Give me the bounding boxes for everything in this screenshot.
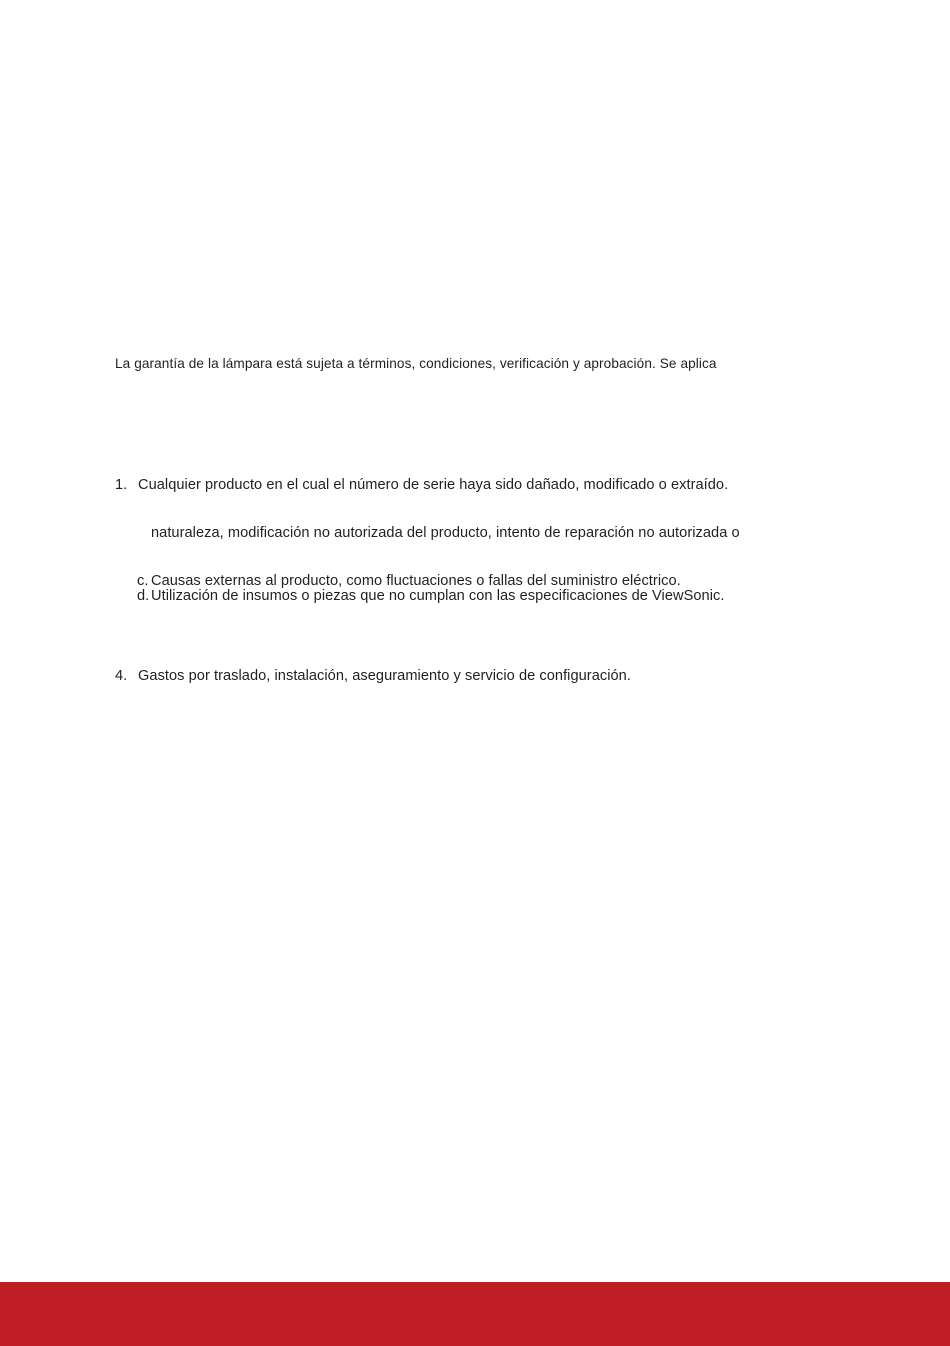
list-marker: 4. bbox=[115, 668, 128, 684]
list-item-text: Gastos por traslado, instalación, aseguramiento y servicio de configuración. bbox=[138, 668, 631, 684]
exclusion-item-1 bbox=[115, 477, 728, 493]
exclusion-item-continuation bbox=[151, 525, 740, 541]
list-marker: c. bbox=[137, 573, 149, 589]
exclusion-subitem-c bbox=[137, 573, 681, 589]
list-item-text: naturaleza, modificación no autorizada del producto, intento de reparación no autorizada o bbox=[151, 525, 740, 541]
exclusion-item-4 bbox=[115, 668, 631, 684]
list-item-text: Causas externas al producto, como fluctuaciones o fallas del suministro eléctrico. bbox=[151, 573, 681, 589]
list-marker: 1. bbox=[115, 477, 128, 493]
list-marker: d. bbox=[137, 588, 150, 604]
exclusion-subitem-d bbox=[137, 588, 724, 604]
list-item-text: Cualquier producto en el cual el número de serie haya sido dañado, modificado o extraído. bbox=[138, 477, 729, 493]
list-item-text: Utilización de insumos o piezas que no cumplan con las especificaciones de ViewSonic. bbox=[151, 588, 725, 604]
footer-bar bbox=[0, 1282, 950, 1346]
lamp-warranty-intro: La garantía de la lámpara está sujeta a términos, condiciones, verificación y aprobación. Se aplica bbox=[115, 356, 717, 371]
